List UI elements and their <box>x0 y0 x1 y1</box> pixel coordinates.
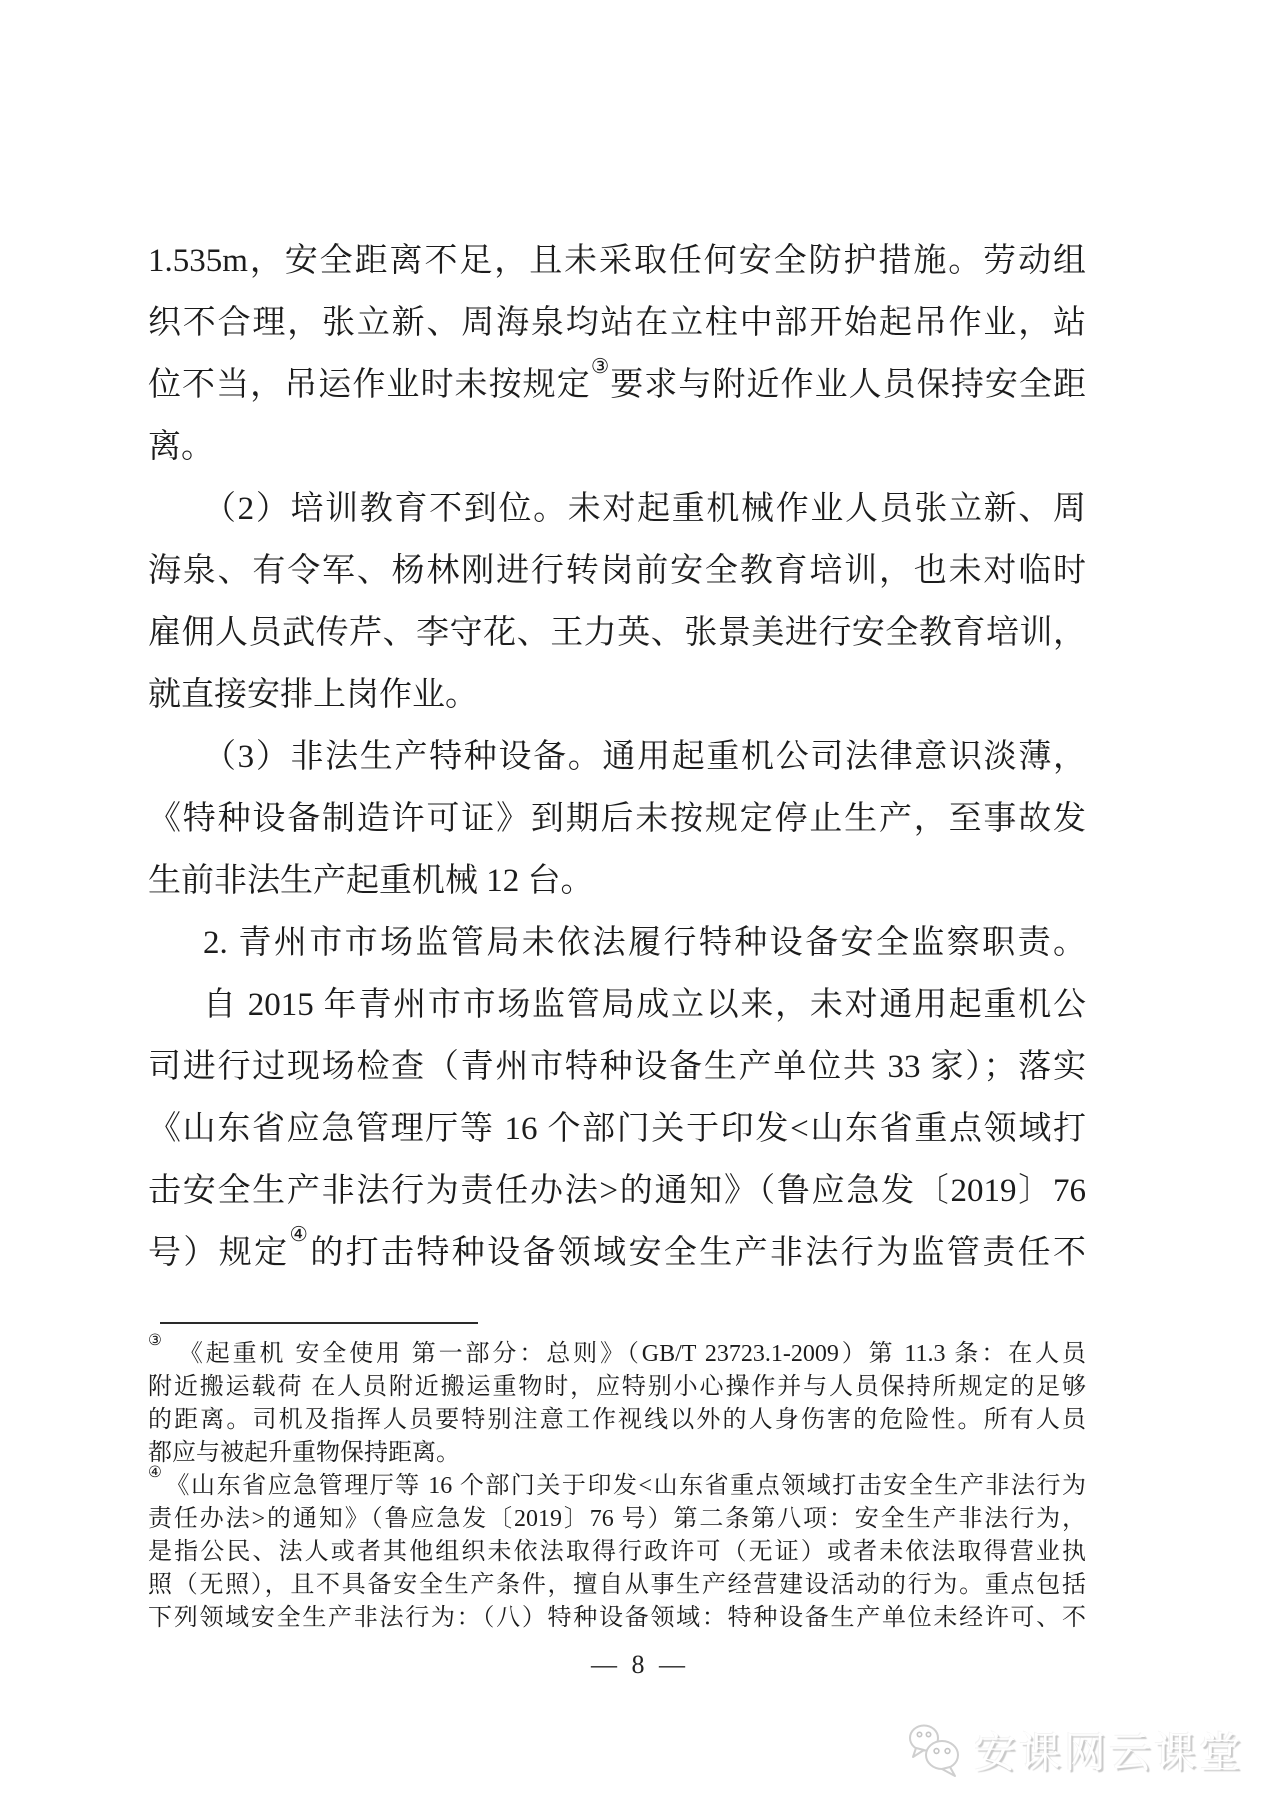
footnote-ref-4: ④ <box>289 1223 311 1246</box>
body-line: （3）非法生产特种设备。通用起重机公司法律意识淡薄， <box>203 739 1086 775</box>
footnote-ref-3: ③ <box>590 355 611 378</box>
footnote-marker-3: ③ <box>148 1331 165 1349</box>
body-line: 雇佣人员武传芹、李守花、王力英、张景美进行安全教育培训， <box>148 615 1086 651</box>
footnote-line: 照（无照），且不具备安全生产条件，擅自从事生产经营建设活动的行为。重点包括 <box>148 1572 1086 1598</box>
footnote-line: 都应与被起升重物保持距离。 <box>148 1440 460 1466</box>
body-line <box>148 1222 1086 1284</box>
footnotes <box>148 1331 1086 1635</box>
body-line: 就直接安排上岗作业。 <box>148 677 478 713</box>
footnote-line: 是指公民、法人或者其他组织未依法取得行政许可（无证）或者未依法取得营业执 <box>148 1539 1086 1565</box>
footnote-line: 责任办法>的通知》（鲁应急发〔2019〕76 号）第二条第八项：安全生产非法行为， <box>148 1506 1086 1532</box>
footnote-line: 下列领域安全生产非法行为：（八）特种设备领域：特种设备生产单位未经许可、不 <box>148 1605 1086 1631</box>
body-line: 司进行过现场检查（青州市特种设备生产单位共 33 家）；落实 <box>148 1049 1086 1085</box>
body-line: 2. 青州市市场监管局未依法履行特种设备安全监察职责。 <box>203 925 1086 961</box>
body-line-text: 的打击特种设备领域安全生产非法行为监管责任不 <box>310 1235 1087 1271</box>
watermark-label: 安课网云课堂 <box>973 1729 1244 1776</box>
body-line: （2）培训教育不到位。未对起重机械作业人员张立新、周 <box>203 491 1086 527</box>
body-line: 海泉、有令军、杨林刚进行转岗前安全教育培训，也未对临时 <box>148 553 1086 589</box>
body-line-text: 要求与附近作业人员保持安全距 <box>610 367 1087 403</box>
body-line: 织不合理，张立新、周海泉均站在立柱中部开始起吊作业，站 <box>148 305 1086 341</box>
footnote-text: 《起重机 安全使用 第一部分：总则》（GB/T 23723.1-2009）第 11.3 条：在人员 <box>178 1341 1086 1367</box>
wechat-chat-bubbles-icon <box>906 1722 964 1778</box>
body-line-text: 号）规定 <box>148 1235 290 1271</box>
page-number: — 8 — <box>591 1650 689 1679</box>
body-line: 生前非法生产起重机械 12 台。 <box>148 863 594 899</box>
body-line: 击安全生产非法行为责任办法>的通知》（鲁应急发〔2019〕76 <box>148 1173 1086 1209</box>
footnote-line <box>148 1331 1086 1371</box>
footnote-marker-4: ④ <box>148 1463 164 1481</box>
body-line <box>148 354 1086 416</box>
body-line: 自 2015 年青州市市场监管局成立以来，未对通用起重机公 <box>203 987 1086 1023</box>
body-line: 离。 <box>148 429 214 465</box>
body-line-text: 位不当，吊运作业时未按规定 <box>148 367 591 403</box>
footnote-line <box>148 1463 1086 1503</box>
body-line: 《特种设备制造许可证》到期后未按规定停止生产，至事故发 <box>148 801 1086 837</box>
footnote-line: 的距离。司机及指挥人员要特别注意工作视线以外的人身伤害的危险性。所有人员 <box>148 1407 1086 1433</box>
footnote-separator <box>160 1322 478 1324</box>
body-text <box>148 230 1086 1284</box>
footnote-text: 《山东省应急管理厅等 16 个部门关于印发<山东省重点领域打击安全生产非法行为 <box>165 1473 1086 1499</box>
footnote-line: 附近搬运载荷 在人员附近搬运重物时，应特别小心操作并与人员保持所规定的足够 <box>148 1374 1086 1400</box>
body-line: 1.535m，安全距离不足，且未采取任何安全防护措施。劳动组 <box>148 243 1086 279</box>
body-line: 《山东省应急管理厅等 16 个部门关于印发<山东省重点领域打 <box>148 1111 1086 1147</box>
watermark <box>906 1720 1244 1780</box>
